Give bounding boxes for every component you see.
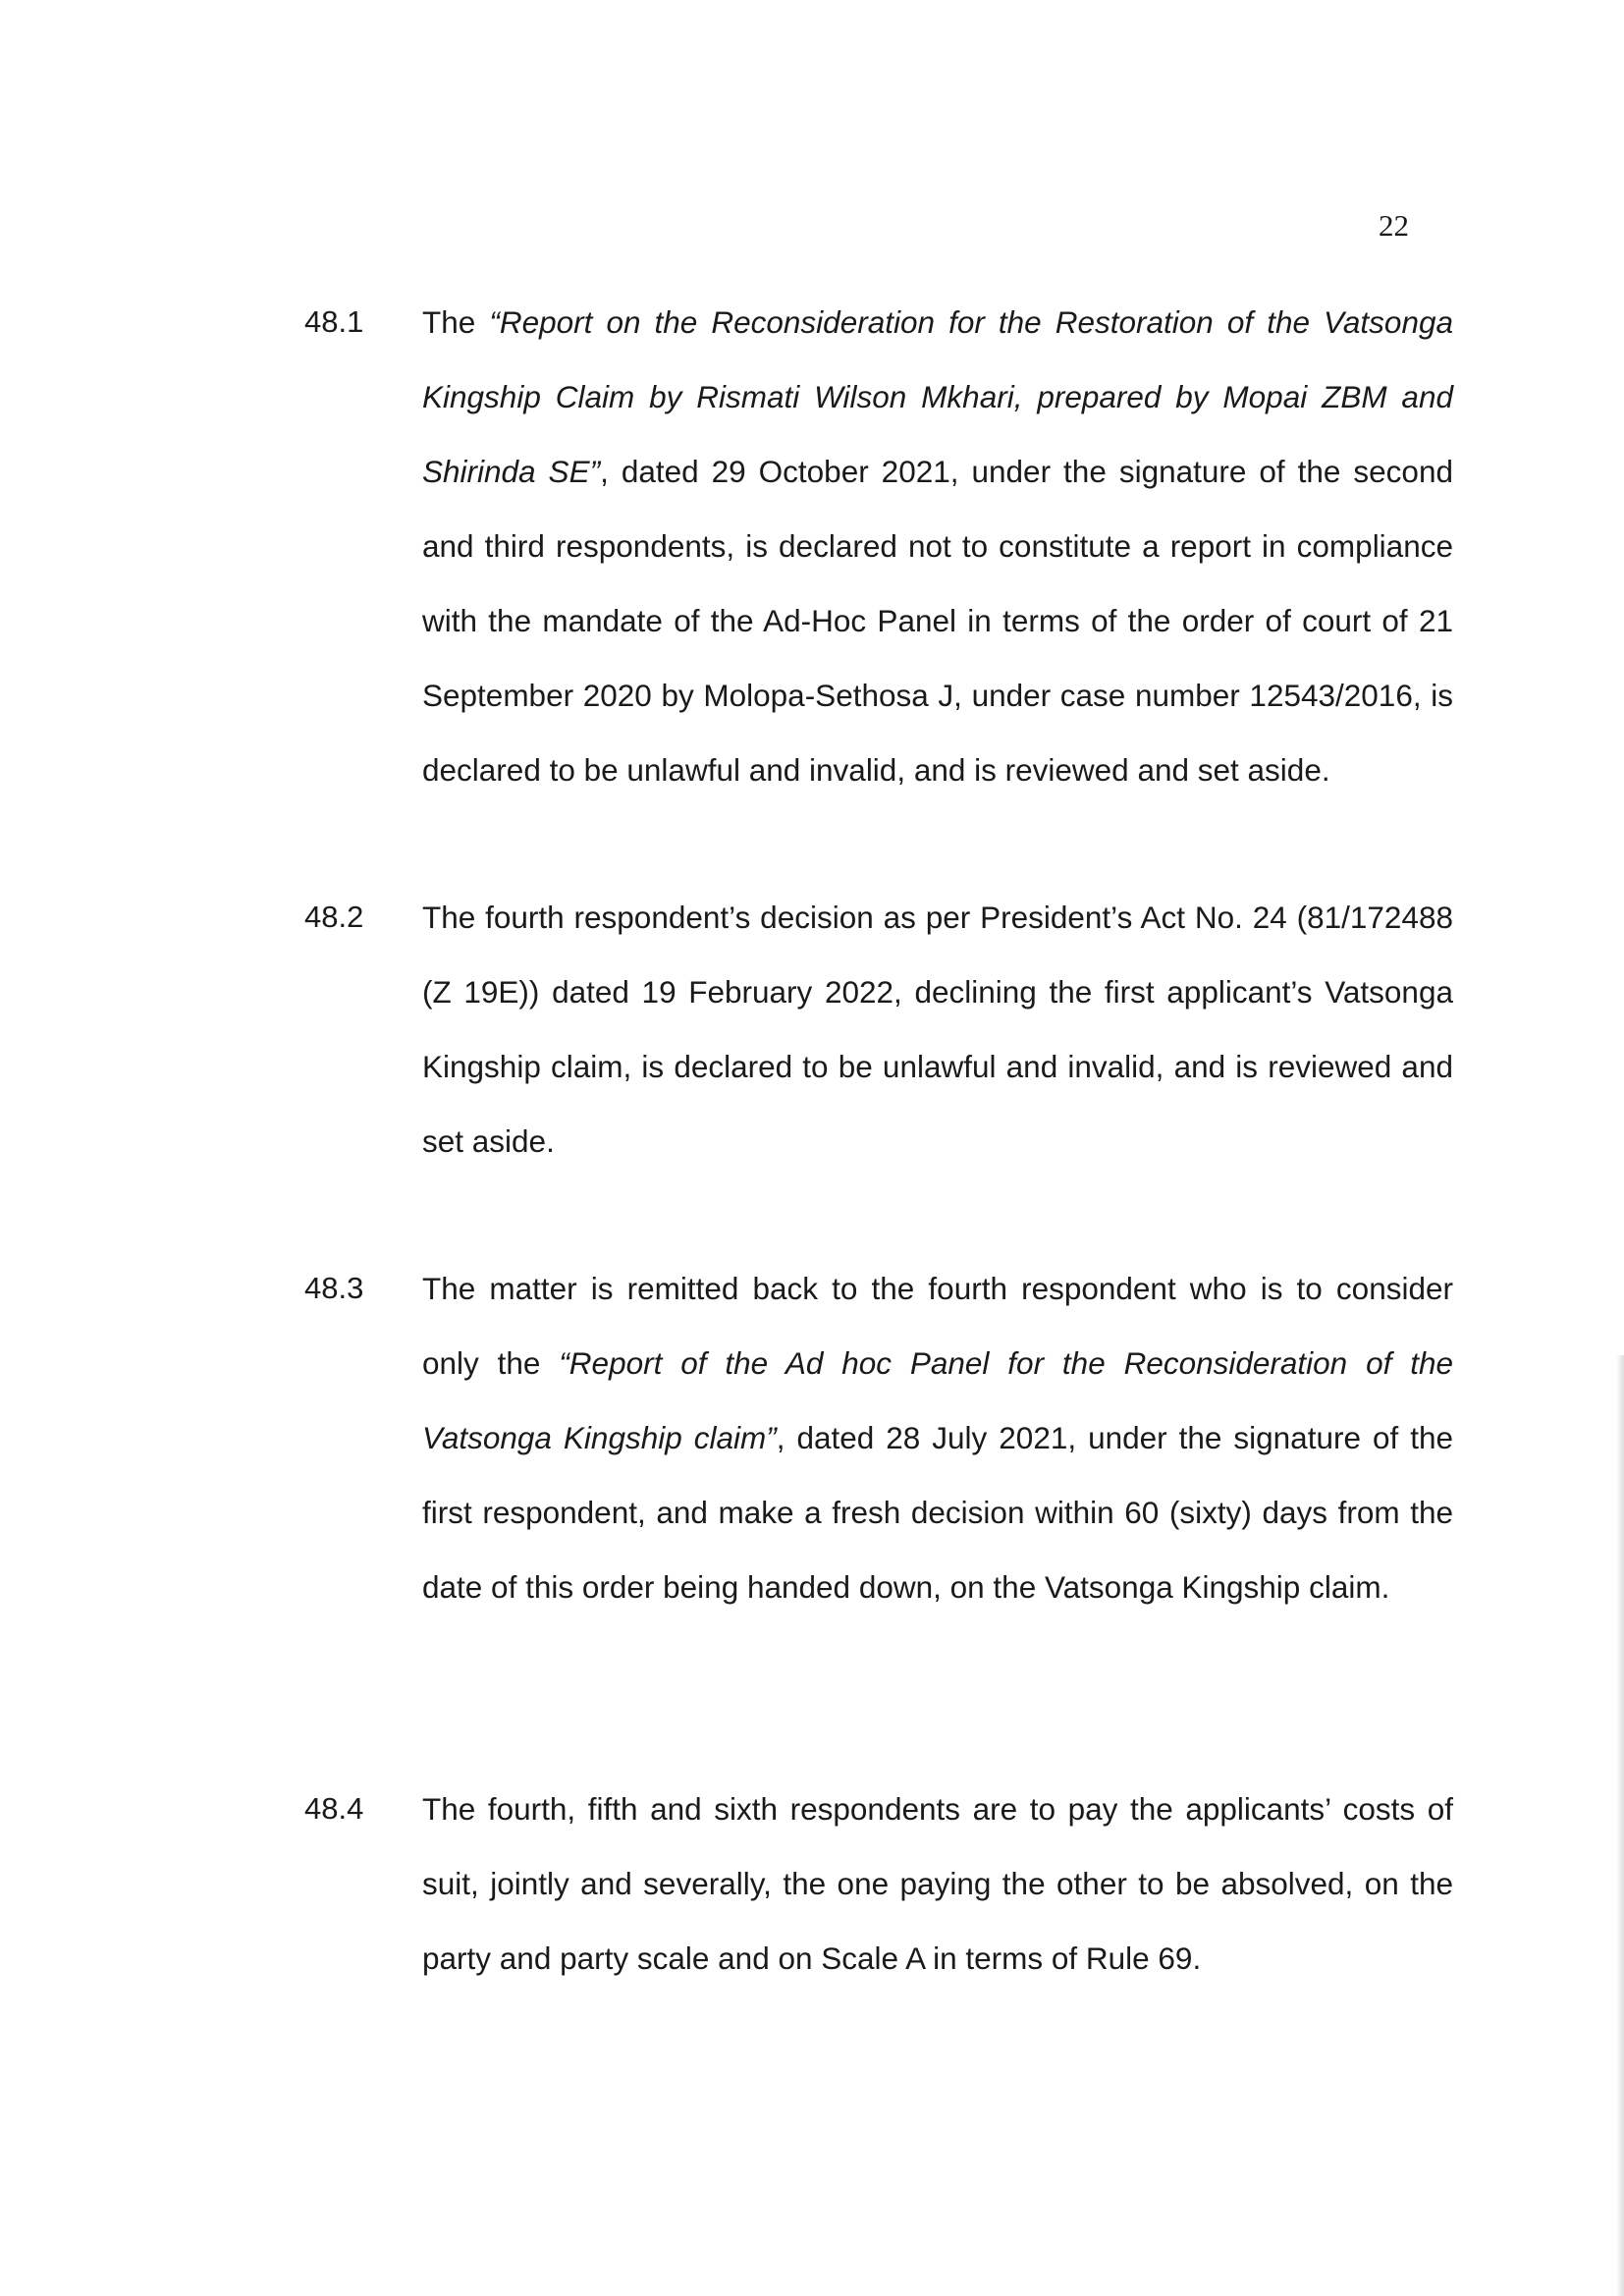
paragraph-text	[422, 1772, 1453, 1995]
text-segment: The fourth, fifth and sixth respondents are to pay the applicants’ costs of suit, jointly and severally, the one paying the other to be absolved, on the party and party scale and on Scale A in terms of Rule 69.	[422, 1791, 1453, 1976]
text-segment: The	[422, 304, 490, 340]
paragraph-text	[422, 880, 1453, 1178]
paragraph-number: 48.1	[304, 304, 364, 339]
paragraph-48-4	[304, 1772, 1453, 1995]
page-number: 22	[1379, 208, 1409, 243]
paragraph-text	[422, 1251, 1453, 1624]
paragraph-48-2	[304, 880, 1453, 1178]
scan-edge-shadow	[1616, 1355, 1624, 2296]
paragraph-number: 48.4	[304, 1791, 364, 1826]
paragraph-48-1	[304, 285, 1453, 807]
report-title: “Report of the Ad hoc Panel for the Reconsideration of the Vatsonga Kingship claim”	[422, 1345, 1453, 1455]
text-segment: The matter is remitted back to the fourth respondent who is to consider only the	[422, 1271, 1453, 1381]
paragraph-number: 48.2	[304, 900, 364, 934]
paragraph-48-3	[304, 1251, 1453, 1624]
paragraph-number: 48.3	[304, 1271, 364, 1305]
text-segment: The fourth respondent’s decision as per President’s Act No. 24 (81/172488 (Z 19E)) dated 19 February 2022, declining the first applicant’s Vatsonga Kingship claim, is declared to be unlawful and invalid, and is reviewed and set aside.	[422, 900, 1453, 1159]
text-segment: , dated 29 October 2021, under the signature of the second and third respondents, is declared not to constitute a report in compliance with the mandate of the Ad-Hoc Panel in terms of the order of court of 21 September 2020 by Molopa-Sethosa J, under case number 12543/2016, is declared to be unlawful and invalid, and is reviewed and set aside.	[422, 454, 1453, 788]
text-segment: , dated 28 July 2021, under the signature of the first respondent, and make a fresh decision within 60 (sixty) days from the date of this order being handed down, on the Vatsonga Kingship claim.	[422, 1420, 1453, 1605]
report-title: “Report on the Reconsideration for the Restoration of the Vatsonga Kingship Claim by Rismati Wilson Mkhari, prepared by Mopai ZBM and Shirinda SE”	[422, 304, 1453, 489]
paragraph-text	[422, 285, 1453, 807]
